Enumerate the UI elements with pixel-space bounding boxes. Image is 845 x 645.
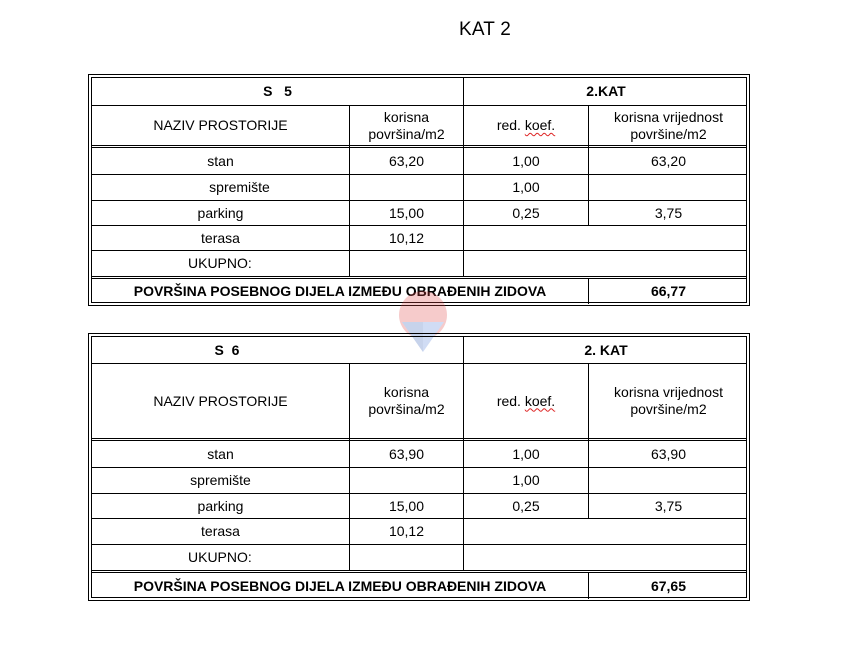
row-value bbox=[589, 468, 748, 493]
header-koef-word: koef. bbox=[524, 392, 556, 409]
row-area: 15,00 bbox=[388, 497, 425, 514]
row-coef: 0,25 bbox=[512, 204, 540, 221]
row-value bbox=[589, 175, 748, 200]
row-area: 63,20 bbox=[388, 152, 425, 169]
row-name-total: UKUPNO: bbox=[188, 549, 252, 565]
total-value: 66,77 bbox=[650, 283, 687, 299]
unit-label: S 5 bbox=[263, 83, 292, 99]
row-name: terasa bbox=[201, 229, 240, 246]
row-coef: 1,00 bbox=[512, 179, 540, 195]
row-value: 3,75 bbox=[654, 497, 683, 514]
row-area: 10,12 bbox=[388, 523, 425, 539]
row-coef: 0,25 bbox=[512, 497, 540, 514]
floor-label: 2.KAT bbox=[586, 83, 626, 99]
row-name: parking bbox=[197, 497, 244, 514]
row-value: 63,90 bbox=[650, 445, 687, 462]
row-area: 15,00 bbox=[388, 204, 425, 221]
page-title: KAT 2 bbox=[458, 19, 512, 40]
row-area bbox=[350, 175, 463, 200]
table-s6 bbox=[88, 333, 750, 601]
total-value: 67,65 bbox=[650, 577, 687, 594]
row-name-total: UKUPNO: bbox=[188, 255, 252, 271]
header-usable-value: korisna vrijednost površine/m2 bbox=[614, 108, 723, 142]
row-coef: 1,00 bbox=[512, 152, 540, 169]
header-coefficient bbox=[464, 364, 588, 438]
row-name: spremište bbox=[209, 179, 270, 195]
row-area: 10,12 bbox=[388, 229, 425, 246]
total-label: POVRŠINA POSEBNOG DIJELA IZMEĐU OBRAĐENIH ZIDOVA bbox=[133, 283, 547, 299]
header-koef-word: koef. bbox=[524, 117, 556, 133]
row-value: 63,20 bbox=[650, 152, 687, 169]
row-name: parking bbox=[197, 204, 244, 221]
row-coef: 1,00 bbox=[512, 472, 540, 488]
row-coef: 1,00 bbox=[512, 445, 540, 462]
header-room-name: NAZIV PROSTORIJE bbox=[153, 392, 288, 409]
row-area: 63,90 bbox=[388, 445, 425, 462]
header-red-word: red. bbox=[496, 392, 521, 409]
row-area bbox=[350, 468, 463, 493]
header-room-name: NAZIV PROSTORIJE bbox=[153, 117, 288, 133]
unit-label: S 6 bbox=[214, 341, 240, 358]
row-name: spremište bbox=[190, 472, 251, 488]
row-value: 3,75 bbox=[654, 204, 683, 221]
row-name: stan bbox=[207, 152, 234, 169]
table-s5 bbox=[88, 74, 750, 306]
header-usable-area: korisna površina/m2 bbox=[368, 384, 445, 417]
total-label: POVRŠINA POSEBNOG DIJELA IZMEĐU OBRAĐENIH ZIDOVA bbox=[133, 577, 547, 594]
header-coefficient bbox=[464, 106, 588, 145]
header-usable-value: korisna vrijednost površine/m2 bbox=[614, 384, 723, 417]
header-usable-area: korisna površina/m2 bbox=[368, 108, 445, 142]
floor-label: 2. KAT bbox=[584, 341, 628, 358]
row-name: terasa bbox=[201, 523, 240, 539]
row-name: stan bbox=[207, 445, 234, 462]
header-red-word: red. bbox=[496, 117, 521, 133]
